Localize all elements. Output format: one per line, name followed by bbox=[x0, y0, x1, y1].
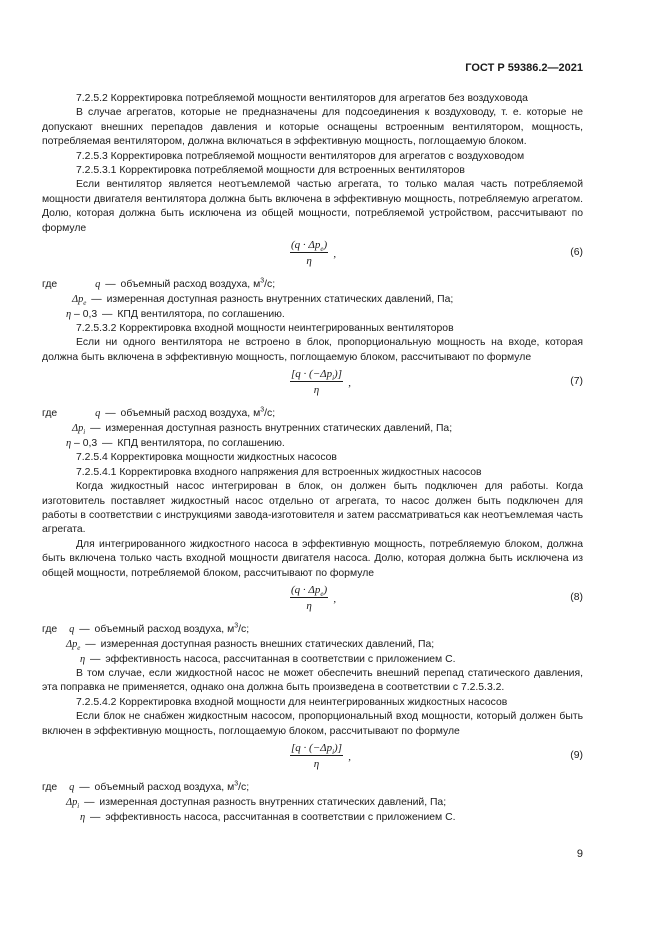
definition-eta: η — эффективность насоса, рассчитанная в соответствии с приложением С. bbox=[80, 811, 456, 823]
fraction: $(q \cdot \Delta p_e)$ η , bbox=[291, 239, 337, 268]
page-number: 9 bbox=[576, 848, 583, 860]
definition-dpi: $\Delta p_i$ — измеренная доступная разность внутренних статических давлений, Па; bbox=[66, 796, 447, 811]
paragraph: Для интегрированного жидкостного насоса в эффективную мощность, потребляемую блоком, должна быть включена только часть входной мощности двигателя насоса. Долю, которая должна быть исключена из общей мощности, потребляемой блоком, рассчитывают по формуле bbox=[42, 538, 583, 579]
standard-header: ГОСТ Р 59386.2—2021 bbox=[465, 62, 583, 74]
section-7-2-5-3: 7.2.5.3 Корректировка потребляемой мощности вентиляторов для агрегатов с воздуховодом bbox=[76, 150, 525, 162]
paragraph: В том случае, если жидкостной насос не может обеспечить внешний перепад статического давления, эта поправка не применяется, однако она должна быть произведена в соответствии с 7.2.5.3.2. bbox=[42, 667, 583, 694]
section-7-2-5-4: 7.2.5.4 Корректировка мощности жидкостных насосов bbox=[76, 452, 337, 464]
paragraph: Если блок не снабжен жидкостным насосом, пропорциональный вход мощности, который должен быть включен в эффективную мощность, поглощаемую блоком, рассчитывают по формуле bbox=[42, 711, 583, 737]
definition-eta: η – 0,3 — КПД вентилятора, по соглашению. bbox=[66, 438, 285, 450]
definition-q: где q — объемный расход воздуха, $м^3/с$; bbox=[42, 780, 250, 793]
section-7-2-5-3-2: 7.2.5.3.2 Корректировка входной мощности неинтегрированных вентиляторов bbox=[76, 323, 454, 335]
formula-number: (7) bbox=[570, 376, 583, 388]
definition-dpe: $\Delta p_e$ — измеренная доступная разность внутренних статических давлений, Па; bbox=[72, 294, 454, 308]
paragraph: Если ни одного вентилятора не встроено в блок, пропорциональную мощность на входе, которая должна быть включена в эффективную мощность, поглощаемую блоком, рассчитывают по формуле bbox=[42, 337, 583, 363]
document-body bbox=[42, 92, 583, 825]
formula-8 bbox=[42, 584, 583, 618]
definition-dpe: $\Delta p_e$ — измеренная доступная разность внешних статических давлений, Па; bbox=[66, 638, 435, 653]
definition-q: где q — объемный расход воздуха, $м^3/с$; bbox=[42, 622, 250, 635]
formula-number: (9) bbox=[570, 749, 583, 761]
formula-9 bbox=[42, 742, 583, 776]
definition-dpi: $\Delta p_i$ — измеренная доступная разность внутренних статических давлений, Па; bbox=[72, 423, 453, 437]
formula-number: (8) bbox=[570, 591, 583, 603]
section-7-2-5-3-1: 7.2.5.3.1 Корректировка потребляемой мощности для встроенных вентиляторов bbox=[76, 165, 465, 177]
definition-q: где q — объемный расход воздуха, $м^3/с$; bbox=[42, 406, 276, 420]
paragraph: Если вентилятор является неотъемлемой частью агрегата, то только малая часть потребляемой мощности двигателя вентилятора должна быть включена в эффективную мощность, потребляемую агрегатом. Долю, которая должна быть исключена из общей мощности, потребляемой устройством, рассчитывают по формуле bbox=[42, 179, 583, 234]
definition-eta: η – 0,3 — КПД вентилятора, по соглашению. bbox=[66, 309, 285, 321]
paragraph: Когда жидкостный насос интегрирован в блок, он должен быть подключен для работы. Когда изготовитель поставляет жидкостный насос отдельно от агрегата, то насос должен быть подключен для работы в соответствии с инструкциями завода-изготовителя и затем рассматриваться как неотъемлемая часть агрегата. bbox=[42, 481, 583, 536]
definition-eta: η — эффективность насоса, рассчитанная в соответствии с приложением С. bbox=[80, 653, 456, 665]
formula-6 bbox=[42, 239, 583, 273]
paragraph: В случае агрегатов, которые не предназначены для подсоединения к воздуховоду, т. е. которые не допускают внешних перепадов давления и которые оснащены встроенным вентилятором, мощность, потребляемая вентилятором, должна включаться в эффективную мощность, поглощаемую блоком. bbox=[42, 107, 583, 148]
fraction: $(q \cdot \Delta p_e)$ η , bbox=[291, 583, 337, 612]
formula-7 bbox=[42, 368, 583, 402]
definition-q: где q — объемный расход воздуха, $м^3/с$; bbox=[42, 277, 276, 291]
section-7-2-5-2: 7.2.5.2 Корректировка потребляемой мощности вентиляторов для агрегатов без воздуховода bbox=[76, 93, 528, 104]
fraction: $[q \cdot (-\Delta p_i)]$ η , bbox=[291, 368, 351, 397]
section-7-2-5-4-1: 7.2.5.4.1 Корректировка входного напряжения для встроенных жидкостных насосов bbox=[76, 466, 482, 478]
fraction: $[q \cdot (-\Delta p_i)]$ η , bbox=[291, 741, 351, 770]
formula-number: (6) bbox=[570, 247, 583, 259]
section-7-2-5-4-2: 7.2.5.4.2 Корректировка входной мощности для неинтегрированных жидкостных насосов bbox=[76, 696, 508, 708]
